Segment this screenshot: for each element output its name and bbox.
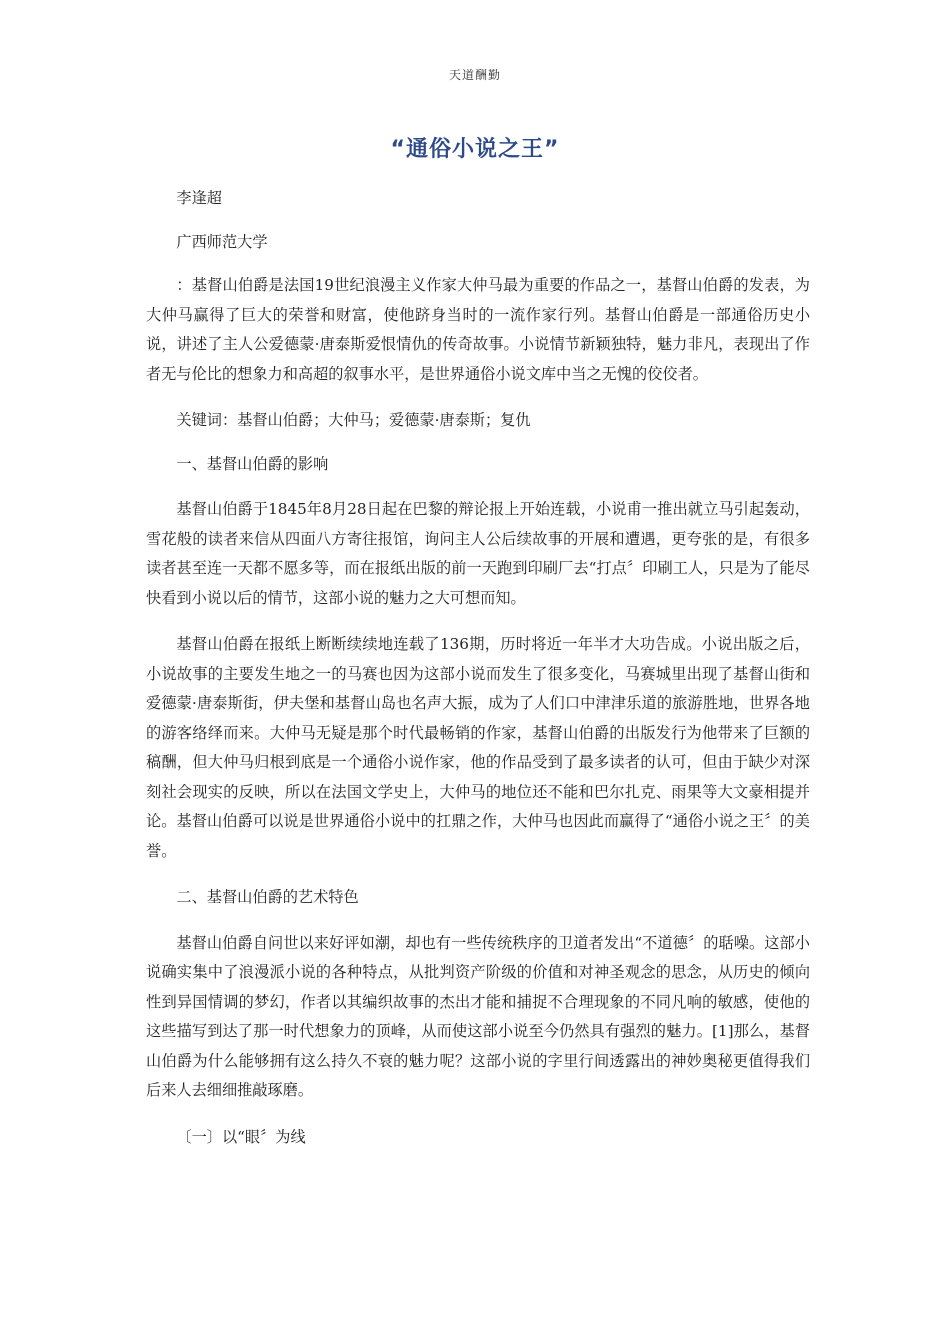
keywords-line: 关键词：基督山伯爵；大仲马；爱德蒙·唐泰斯；复仇 (176, 411, 531, 429)
article-body (146, 184, 810, 1168)
abstract-paragraph: ：基督山伯爵是法国19世纪浪漫主义作家大仲马最为重要的作品之一，基督山伯爵的发表，为大仲马赢得了巨大的荣誉和财富，使他跻身当时的一流作家行列。基督山伯爵是一部通俗历史小说，讲述了主人公爱德蒙·唐泰斯爱恨情仇的传奇故事。小说情节新颖独特，魅力非凡，表现出了作者无与伦比的想象力和高超的叙事水平，是世界通俗小说文库中当之无愧的佼佼者。 (146, 276, 810, 383)
author-affiliation: 广西师范大学 (176, 232, 268, 251)
section-heading-influence: 一、基督山伯爵的影响 (176, 454, 329, 473)
section-heading-artistic-features: 二、基督山伯爵的艺术特色 (176, 888, 359, 906)
body-paragraph: 基督山伯爵在报纸上断断续续地连载了136期，历时将近一年半才大功告成。小说出版之后，小说故事的主要发生地之一的马赛也因为这部小说而发生了很多变化，马赛城里出现了基督山街和爱德蒙·唐泰斯街，伊夫堡和基督山岛也名声大振，成为了人们口中津津乐道的旅游胜地，世界各地的游客络绎而来。大仲马无疑是那个时代最畅销的作家，基督山伯爵的出版发行为他带来了巨额的稿酬，但大仲马归根到底是一个通俗小说作家，他的作品受到了最多读者的认可，但由于缺少对深刻社会现实的反映，所以在法国文学史上，大仲马的地位还不能和巴尔扎克、雨果等大文豪相提并论。基督山伯爵可以说是世界通俗小说中的扛鼎之作，大仲马也因此而赢得了“通俗小说之王〞的美誉。 (146, 635, 810, 860)
author-name: 李逢超 (176, 189, 222, 207)
body-paragraph: 基督山伯爵自问世以来好评如潮，却也有一些传统秩序的卫道者发出“不道德〞的聒噪。这部小说确实集中了浪漫派小说的各种特点，从批判资产阶级的价值和对神圣观念的思念，从历史的倾向性到异国情调的梦幻，作者以其编织故事的杰出才能和捕捉不合理现象的不同凡响的敏感，使他的这些描写到达了那一时代想象力的顶峰，从而使这部小说至今仍然具有强烈的魅力。[1]那么，基督山伯爵为什么能够拥有这么持久不衰的魅力呢？这部小说的字里行间透露出的神妙奥秘更值得我们后来人去细细推敲琢磨。 (146, 933, 810, 1099)
body-paragraph: 基督山伯爵于1845年8月28日起在巴黎的辩论报上开始连载，小说甫一推出就立马引起轰动，雪花般的读者来信从四面八方寄往报馆，询问主人公后续故事的开展和遭遇，更夸张的是，有很多读者甚至连一天都不愿多等，而在报纸出版的前一天跑到印刷厂去“打点〞印刷工人，只是为了能尽快看到小说以后的情节，这部小说的魅力之大可想而知。 (146, 500, 810, 607)
article-title: “通俗小说之王” (390, 137, 560, 162)
header-mark: 天道酬勤 (448, 68, 501, 82)
subsection-heading-eye: 〔一〕以“眼〞为线 (176, 1127, 306, 1146)
